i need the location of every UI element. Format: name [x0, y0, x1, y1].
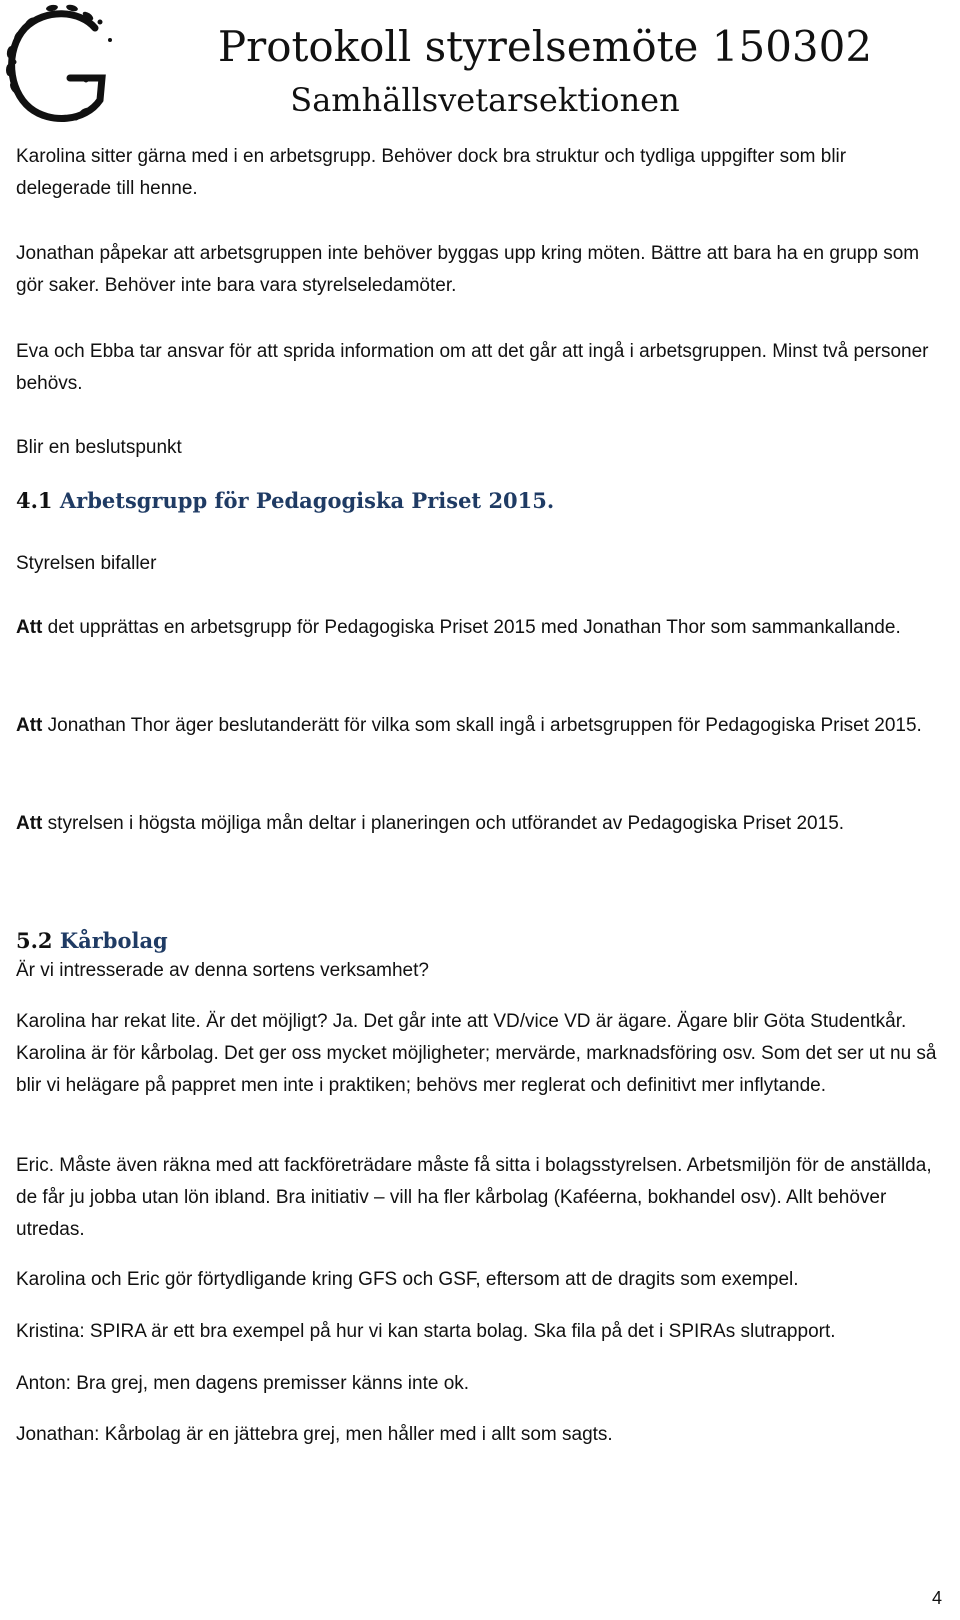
- section-title: Kårbolag: [59, 928, 168, 953]
- decision-keyword: Att: [16, 813, 43, 834]
- decision-2: [16, 710, 941, 742]
- page-number: 4: [931, 1588, 942, 1608]
- paragraph-gfs-gsf: Karolina och Eric gör förtydligande kring GFS och GSF, eftersom att de dragits som exempel.: [16, 1269, 799, 1290]
- document-title: Protokoll styrelsemöte 150302: [217, 22, 873, 71]
- section-number: 5.2: [16, 928, 53, 953]
- section-heading-5-2: [16, 925, 941, 957]
- decision-keyword: Att: [16, 715, 43, 736]
- decision-text: det upprättas en arbetsgrupp för Pedagogiska Priset 2015 med Jonathan Thor som sammankallande.: [42, 617, 901, 638]
- wreath-g-logo-icon: [0, 0, 120, 130]
- decision-3: [16, 808, 941, 840]
- decision-text: Jonathan Thor äger beslutanderätt för vilka som skall ingå i arbetsgruppen för Pedagogiska Priset 2015.: [42, 715, 922, 736]
- decision-text: styrelsen i högsta möjliga mån deltar i planeringen och utförandet av Pedagogiska Priset 2015.: [42, 813, 845, 834]
- paragraph-beslutspunkt: Blir en beslutspunkt: [16, 437, 182, 458]
- paragraph-eva-ebba: Eva och Ebba tar ansvar för att sprida information om att det går att ingå i arbetsgruppen. Minst två personer behövs.: [16, 341, 929, 394]
- document-subtitle: Samhällsvetarsektionen: [290, 81, 680, 119]
- paragraph-jonathan-karbolag: Jonathan: Kårbolag är en jättebra grej, men håller med i allt som sagts.: [16, 1424, 613, 1445]
- paragraph-styrelsen-bifaller: Styrelsen bifaller: [16, 553, 157, 574]
- section-title: Arbetsgrupp för Pedagogiska Priset 2015.: [59, 488, 555, 513]
- decision-keyword: Att: [16, 617, 43, 638]
- section-heading-4-1: [16, 485, 941, 517]
- paragraph-karolina-karbolag: Karolina har rekat lite. Är det möjligt? Ja. Det går inte att VD/vice VD är ägare. Ägare blir Göta Studentkår. Karolina är för kårbolag. Det ger oss mycket möjligheter; mervärde, marknadsföring osv. Som det ser ut nu så blir vi helägare på pappret men inte i praktiken; behövs mer reglerat och definitivt mer inflytande.: [16, 1011, 937, 1096]
- decision-1: [16, 612, 941, 644]
- paragraph-eric: Eric. Måste även räkna med att fackföreträdare måste få sitta i bolagsstyrelsen. Arbetsmiljön för de anställda, de får ju jobba utan lön ibland. Bra initiativ – vill ha fler kårbolag (Kaféerna, bokhandel osv). Allt behöver utredas.: [16, 1155, 932, 1240]
- paragraph-kristina: Kristina: SPIRA är ett bra exempel på hur vi kan starta bolag. Ska fila på det i SPIRAs slutrapport.: [16, 1321, 836, 1342]
- paragraph-karolina: Karolina sitter gärna med i en arbetsgrupp. Behöver dock bra struktur och tydliga uppgifter som blir delegerade till henne.: [16, 146, 847, 199]
- paragraph-jonathan: Jonathan påpekar att arbetsgruppen inte behöver byggas upp kring möten. Bättre att bara ha en grupp som gör saker. Behöver inte bara vara styrelseledamöter.: [16, 243, 920, 296]
- paragraph-question: Är vi intresserade av denna sortens verksamhet?: [16, 960, 429, 981]
- paragraph-anton: Anton: Bra grej, men dagens premisser känns inte ok.: [16, 1373, 470, 1394]
- section-number: 4.1: [16, 488, 53, 513]
